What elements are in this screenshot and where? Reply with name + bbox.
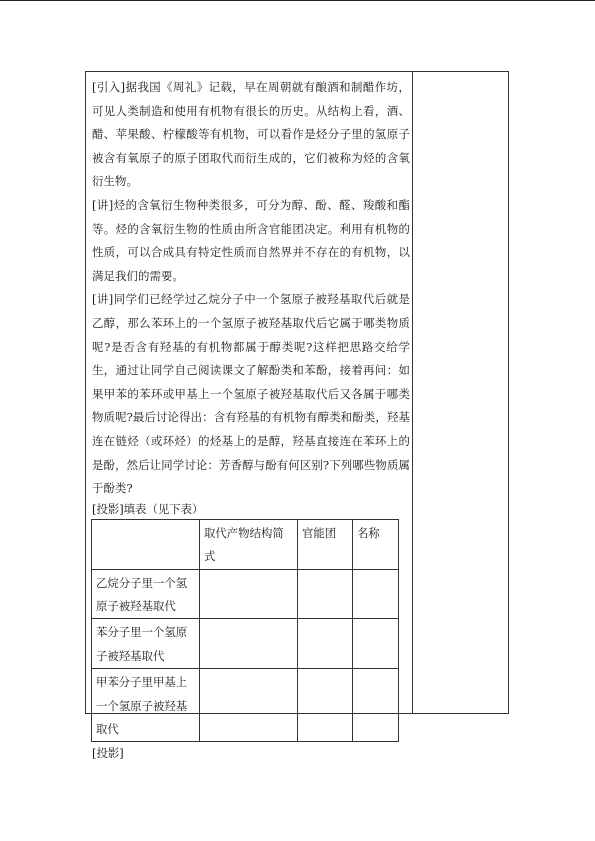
table-row (92, 569, 399, 619)
page-top-rule (0, 0, 595, 1)
table-header-row (92, 519, 399, 569)
row-label[interactable]: 苯分子里一个氢原子被羟基取代 (92, 619, 200, 669)
name-cell[interactable] (353, 569, 399, 619)
table-row (92, 619, 399, 669)
functional-group-cell[interactable] (298, 669, 353, 742)
table-row (92, 669, 399, 742)
functional-group-cell[interactable] (298, 619, 353, 669)
row-label[interactable]: 乙烷分子里一个氢原子被羟基取代 (92, 569, 200, 619)
structure-cell[interactable] (200, 669, 298, 742)
lecture-paragraph-1: [讲]烃的含氧衍生物种类很多，可分为醇、酚、醛、羧酸和酯等。烃的含氧衍生物的性质由所含官能团决定。利用有机物的性质，可以合成具有特定性质而自然界并不存在的有机物，以满足我们的需要。 (92, 197, 410, 283)
lecture-paragraph-2: [讲]同学们已经学过乙烷分子中一个氢原子被羟基取代后就是乙醇，那么苯环上的一个氢原子被羟基取代后它属于哪类物质呢?是否含有羟基的有机物都属于醇类呢?这样把思路交给学生，通过让同学自己阅读课文了解酚类和苯酚，接着再问：如果甲苯的苯环或甲基上一个氢原子被羟基取代后又各属于哪类物质呢?最后讨论得出：含有羟基的有机物有醇类和酚类，羟基连在链烃（或环烃）的烃基上的是醇，羟基直接连在苯环上的是酚，然后让同学讨论：芳香醇与酚有何区别?下列哪些物质属于酚类? (92, 292, 410, 496)
lesson-plan-table (85, 71, 509, 761)
table-caption: [投影]填表（见下表） (92, 501, 204, 516)
header-cell-blank (92, 519, 200, 569)
structure-cell[interactable] (200, 569, 298, 619)
header-cell-functional-group: 官能团 (298, 519, 353, 569)
intro-paragraph: [引入]据我国《周礼》记载，早在周朝就有酿酒和制醋作坊，可见人类制造和使用有机物有很长的历史。从结构上看，酒、醋、苹果酸、柠檬酸等有机物，可以看作是烃分子里的氢原子被含有氧原子的原子团取代而衍生成的，它们被称为烃的含氧衍生物。 (92, 80, 410, 189)
column-divider (412, 72, 413, 713)
header-cell-name: 名称 (353, 519, 399, 569)
structure-cell[interactable] (200, 619, 298, 669)
row-label[interactable]: 甲苯分子里甲基上一个氢原子被羟基取代 (92, 669, 200, 742)
name-cell[interactable] (353, 619, 399, 669)
projection-label: [投影] (92, 746, 124, 761)
name-cell[interactable] (353, 669, 399, 742)
fill-in-table (91, 519, 399, 743)
lesson-content-cell (92, 76, 410, 763)
functional-group-cell[interactable] (298, 569, 353, 619)
header-cell-structure: 取代产物结构简式 (200, 519, 298, 569)
